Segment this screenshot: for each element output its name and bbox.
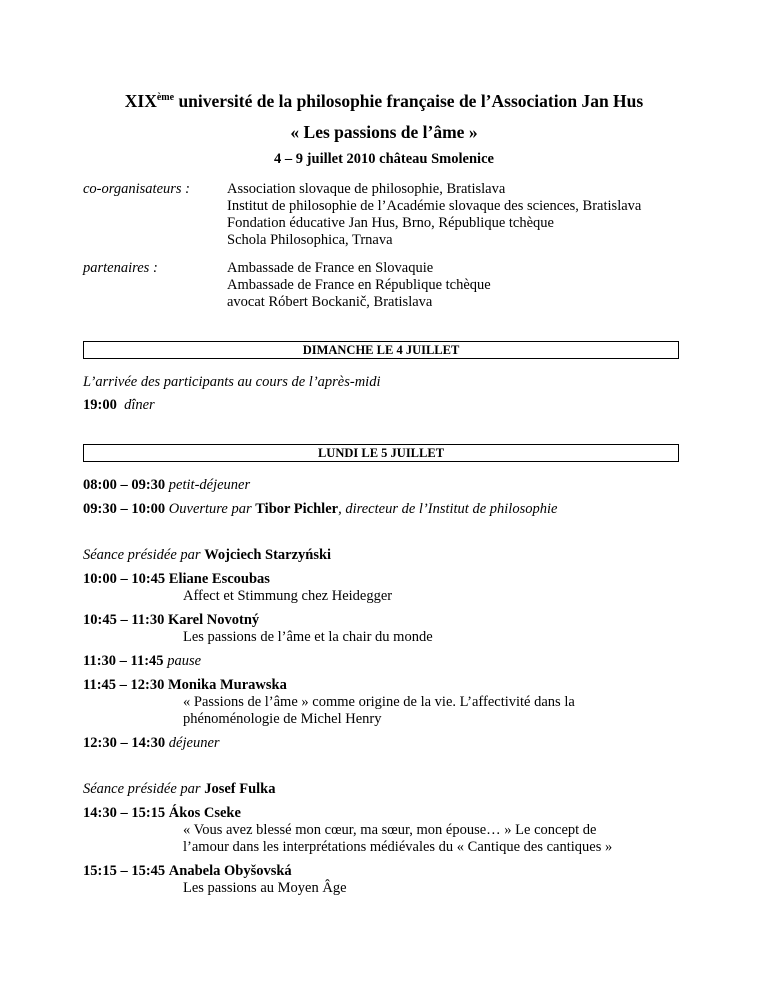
document-title: XIXème université de la philosophie française de l’Association Jan Hus (124, 91, 644, 111)
organiser-item: Fondation éducative Jan Hus, Brno, République tchèque (227, 215, 554, 231)
partners-label: partenaires : (83, 260, 158, 276)
schedule-row-breakfast (83, 477, 250, 494)
speaker-name: Karel Novotný (167, 612, 260, 628)
speaker-name: Monika Murawska (167, 677, 287, 693)
schedule-row-pause (83, 653, 201, 670)
schedule-row-lunch (83, 735, 220, 752)
partner-item: Ambassade de France en République tchèque (227, 277, 491, 293)
session-chair-1: Séance présidée par Wojciech Starzyński (83, 547, 332, 563)
schedule-row-talk (83, 863, 292, 880)
speaker-name: Anabela Obyšovská (168, 863, 292, 879)
talk-title: l’amour dans les interprétations médiévales du « Cantique des cantiques » (183, 839, 613, 855)
arrival-note: L’arrivée des participants au cours de l’après-midi (83, 374, 381, 390)
activity-label: pause (167, 653, 202, 669)
time-slot: 11:30 – 11:45 (83, 653, 164, 669)
organisers-label: co-organisateurs : (83, 181, 190, 197)
schedule-row-dinner (83, 397, 155, 414)
schedule-row-talk (83, 571, 270, 588)
schedule-row-talk (83, 612, 259, 629)
organiser-item: Association slovaque de philosophie, Bratislava (227, 181, 506, 197)
activity-label: dîner (124, 397, 155, 413)
day-heading-monday: LUNDI LE 5 JUILLET (83, 444, 679, 462)
time-slot: 10:45 – 11:30 (83, 612, 165, 628)
session-chair-2: Séance présidée par Josef Fulka (83, 781, 276, 797)
talk-title: Les passions de l’âme et la chair du monde (183, 629, 433, 645)
time-slot: 11:45 – 12:30 (83, 677, 165, 693)
speaker-name: Ákos Cseke (168, 805, 241, 821)
chair-name: Wojciech Starzyński (204, 547, 332, 563)
talk-title: « Vous avez blessé mon cœur, ma sœur, mon épouse… » Le concept de (183, 822, 597, 838)
organiser-item: Institut de philosophie de l’Académie slovaque des sciences, Bratislava (227, 198, 642, 214)
partner-item: avocat Róbert Bockanič, Bratislava (227, 294, 433, 310)
partners-list (227, 260, 491, 311)
day-heading-sunday: DIMANCHE LE 4 JUILLET (83, 341, 679, 359)
time-slot: 14:30 – 15:15 (83, 805, 166, 821)
talk-title: Affect et Stimmung chez Heidegger (183, 588, 393, 604)
schedule-row-talk (83, 805, 241, 822)
activity-label: Ouverture par (168, 501, 252, 517)
title-superscript: ème (156, 92, 175, 103)
speaker-name: Tibor Pichler (255, 501, 339, 517)
talk-title: Les passions au Moyen Âge (183, 880, 347, 896)
time-slot: 10:00 – 10:45 (83, 571, 166, 587)
time-slot: 09:30 – 10:00 (83, 501, 166, 517)
schedule-row-talk (83, 677, 287, 694)
talk-title: « Passions de l’âme » comme origine de la vie. L’affectivité dans la (183, 694, 575, 710)
schedule-row-opening (83, 501, 557, 518)
time-slot: 08:00 – 09:30 (83, 477, 166, 493)
date-place: 4 – 9 juillet 2010 château Smolenice (274, 151, 494, 167)
talk-title: phénoménologie de Michel Henry (183, 711, 382, 727)
activity-label: petit-déjeuner (168, 477, 251, 493)
organisers-list (227, 181, 641, 249)
chair-name: Josef Fulka (204, 781, 276, 797)
document-subtitle: « Les passions de l’âme » (290, 122, 478, 142)
time-slot: 12:30 – 14:30 (83, 735, 166, 751)
partner-item: Ambassade de France en Slovaquie (227, 260, 434, 276)
organiser-item: Schola Philosophica, Trnava (227, 232, 393, 248)
activity-label: , directeur de l’Institut de philosophie (338, 501, 558, 517)
time-slot: 19:00 (83, 397, 117, 413)
speaker-name: Eliane Escoubas (168, 571, 270, 587)
activity-label: déjeuner (168, 735, 220, 751)
time-slot: 15:15 – 15:45 (83, 863, 166, 879)
